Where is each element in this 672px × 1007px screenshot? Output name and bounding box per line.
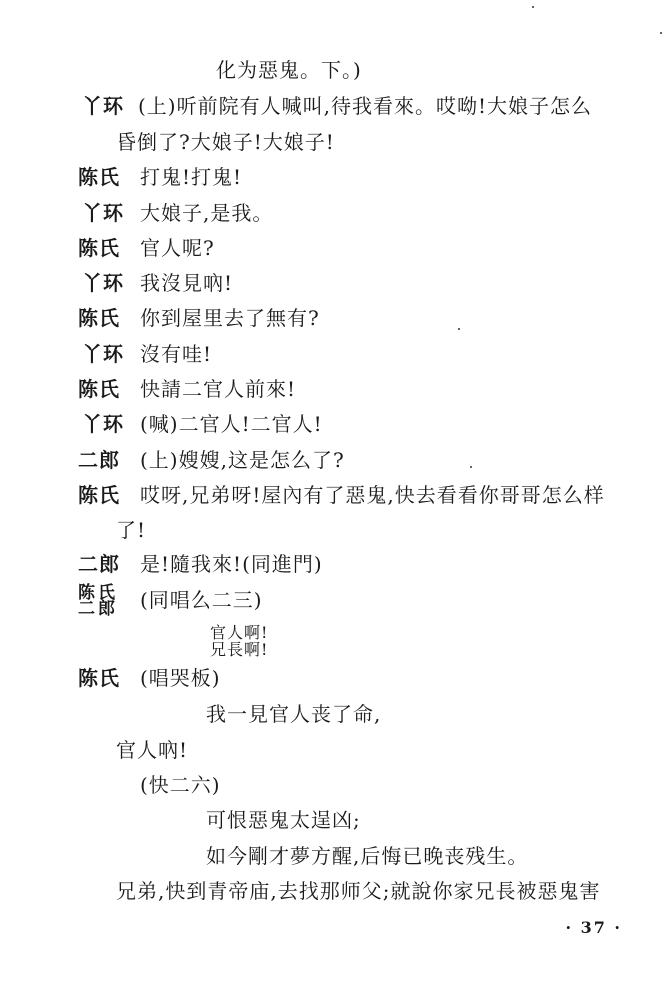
speaker-name: 陈氏 [78,666,120,690]
dialogue-text: 官人呢? [140,236,215,260]
sung-line: 官人啊! [210,623,269,642]
dialogue-continuation: 了! [116,518,147,542]
sung-line: 兄弟,快到青帝庙,去找那师父;就說你家兄長被惡鬼害 [116,879,601,903]
scan-speck [458,328,460,330]
speaker-name: 陈氏 [78,483,120,507]
speaker-name: 二郎 [78,552,120,576]
speaker-name: 陈氏 [78,165,120,189]
dialogue-text: (上)嫂嫂,这是怎么了? [140,448,345,472]
speaker-name: 陈氏 [78,583,118,603]
speaker-name: 陈氏 [78,306,120,330]
dialogue-text: (喊)二官人!二官人! [140,412,323,436]
sung-line: 如今剛才夢方醒,后悔已晚丧残生。 [206,844,529,868]
sung-line: 官人吶! [116,738,189,762]
dialogue-text: 大娘子,是我。 [140,201,274,225]
speaker-name: 丫环 [82,271,124,295]
dialogue-text: 哎呀,兄弟呀!屋內有了惡鬼,快去看看你哥哥怎么样 [140,483,605,507]
dialogue-text: 打鬼!打鬼! [140,165,243,189]
speaker-name: 二郎 [78,448,120,472]
scan-speck [660,32,662,34]
dialogue-text: 是!隨我來!(同進門) [140,552,323,576]
dialogue-text: (上)听前院有人喊叫,待我看來。哎呦!大娘子怎么 [138,94,592,118]
dialogue-continuation: 昏倒了?大娘子!大娘子! [116,130,335,154]
dialogue-text: 你到屋里去了無有? [140,306,320,330]
dialogue-text: (同唱么二三) [140,588,263,612]
speaker-name: 丫环 [82,201,124,225]
speaker-name: 丫环 [82,94,124,118]
page-number: · 37 · [565,918,622,937]
speaker-name: 二郎 [78,599,118,619]
speaker-name: 陈氏 [78,377,120,401]
stage-direction: 化为惡鬼。下。) [216,58,362,82]
scan-speck [532,6,534,8]
speaker-name: 丫环 [82,342,124,366]
speaker-name: 陈氏 [78,236,120,260]
dialogue-text: 沒有哇! [140,342,213,366]
sung-line: 兄長啊! [210,640,269,659]
scan-speck [470,466,472,468]
speaker-name-stacked [78,585,118,617]
sung-line: 我一見官人丧了命, [206,702,382,726]
speaker-name: 丫环 [82,412,124,436]
stage-direction: (快二六) [140,773,221,797]
dialogue-text: 我沒見吶! [140,271,234,295]
dialogue-text: 快請二官人前來! [140,377,297,401]
dialogue-text: (唱哭板) [140,666,221,690]
sung-line: 可恨惡鬼太逞凶; [206,808,361,832]
